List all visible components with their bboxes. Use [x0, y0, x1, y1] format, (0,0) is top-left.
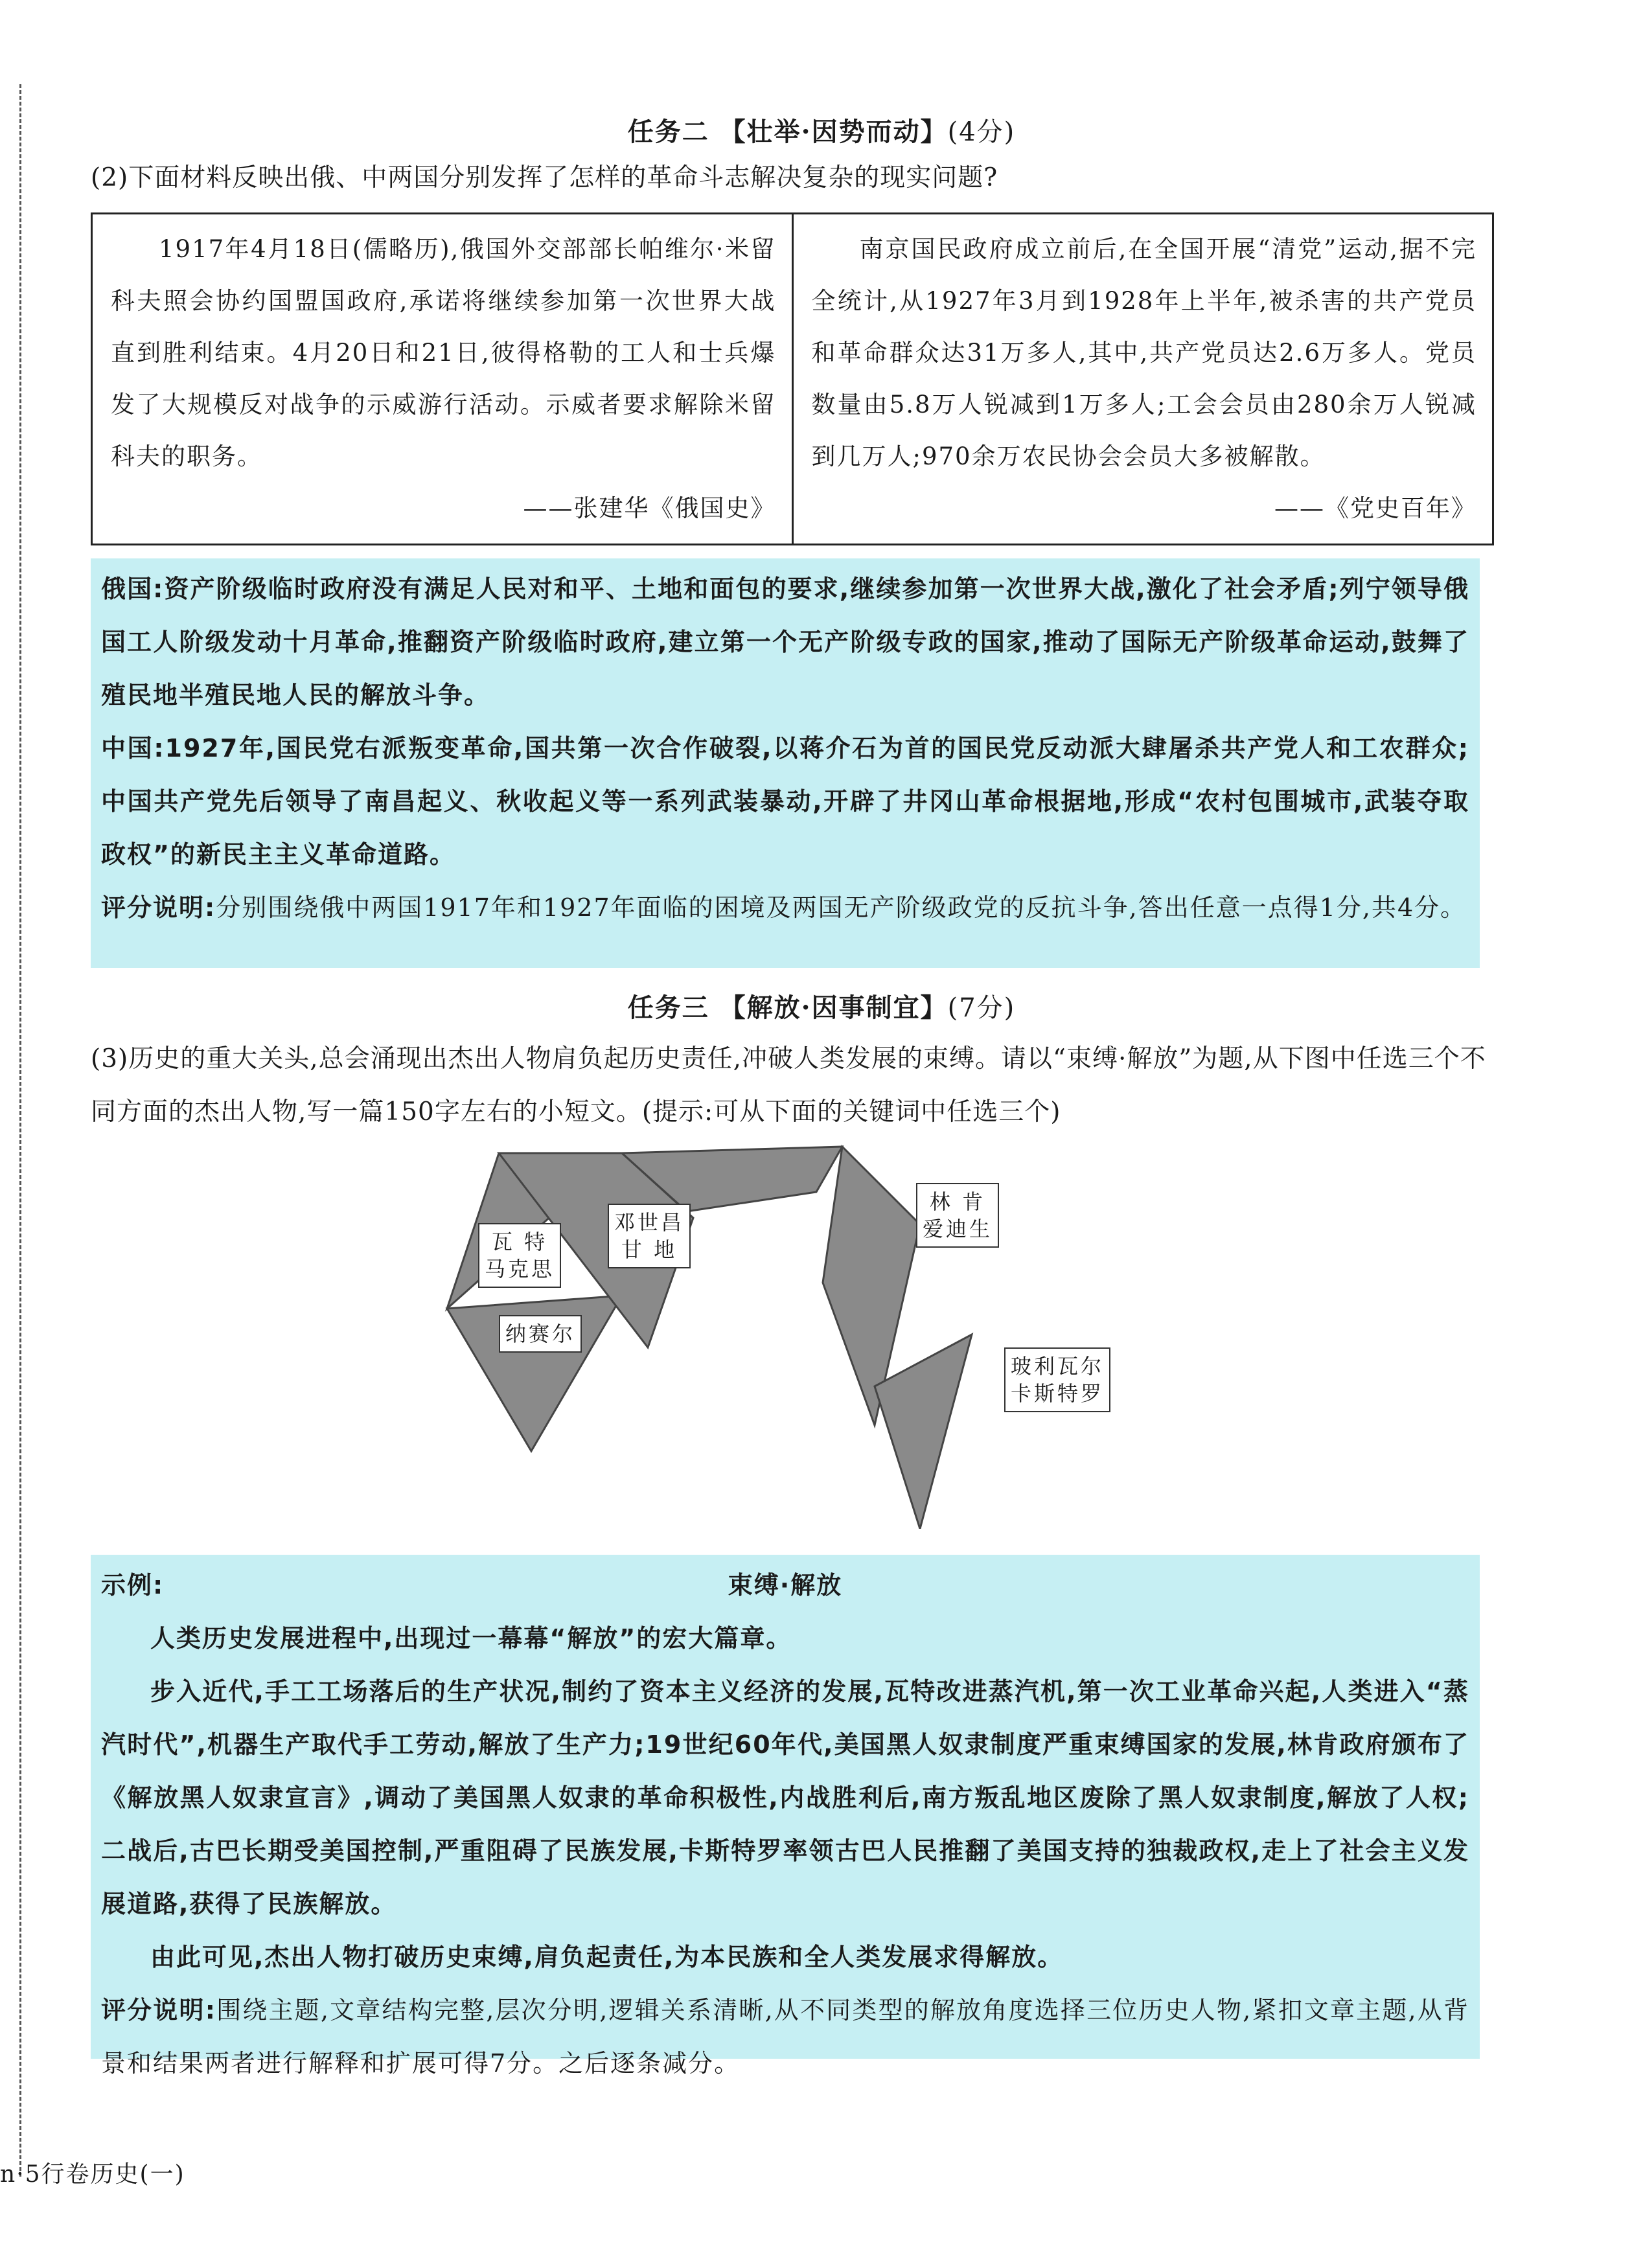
label-watt-marx [478, 1223, 561, 1288]
label-bolivar-castro [1004, 1347, 1110, 1412]
source-text-russia: 1917年4月18日(儒略历),俄国外交部部长帕维尔·米留科夫照会协约国盟国政府,承诺将继续参加第一次世界大战直到胜利结束。4月20日和21日,彼得格勒的工人和士兵爆发了大规模反对战争的示威游行活动。示威者要求解除米留科夫的职务。 [111, 235, 776, 470]
task3-title-text: 任务三 【解放·因事制宜】 [627, 992, 948, 1023]
example-label: 示例: [101, 1571, 165, 1599]
task2-title-text: 任务二 【壮举·因势而动】 [627, 117, 948, 147]
task2-note-text: 分别围绕俄中两国1917年和1927年面临的困境及两国无产阶级政党的反抗斗争,答出任意一点得1分,共4分。 [216, 893, 1467, 922]
label-deng-shichang: 邓世昌 [614, 1210, 685, 1235]
essay-title: 束缚·解放 [728, 1571, 843, 1599]
label-watt: 瓦 特 [491, 1230, 548, 1254]
task3-title [0, 987, 1643, 1024]
historical-figures-diagram [428, 1140, 1114, 1529]
task3-answer-box [91, 1555, 1480, 2078]
label-nasser [499, 1315, 582, 1353]
label-gandhi: 甘 地 [621, 1237, 678, 1262]
task2-note-label: 评分说明: [101, 893, 216, 922]
task3-note-text: 围绕主题,文章结构完整,层次分明,逻辑关系清晰,从不同类型的解放角度选择三位历史人物,紧扣文章主题,从背景和结果两者进行解释和扩展可得7分。之后逐条减分。 [101, 1996, 1469, 2078]
label-nasser-text: 纳赛尔 [505, 1322, 576, 1346]
source-material-russia [93, 214, 792, 544]
essay-paragraph-1: 人类历史发展进程中,出现过一幕幕“解放”的宏大篇章。 [150, 1624, 792, 1653]
task3-scoring-note [101, 1984, 1469, 2090]
citation-china: ——《党史百年》 [1274, 494, 1476, 522]
citation-russia: ——张建华《俄国史》 [523, 494, 776, 522]
page-footer: n·5行卷历史(一) [0, 2161, 185, 2188]
task2-answer-box [91, 558, 1480, 968]
label-edison: 爱迪生 [923, 1217, 993, 1241]
task3-score: (7分) [947, 993, 1016, 1023]
task2-scoring-note [101, 881, 1469, 934]
task2-question: (2)下面材料反映出俄、中两国分别发挥了怎样的革命斗志解决复杂的现实问题? [91, 163, 998, 192]
task3-note-label: 评分说明: [101, 1996, 216, 2024]
essay-paragraph-2: 步入近代,手工工场落后的生产状况,制约了资本主义经济的发展,瓦特改进蒸汽机,第一次工业革命兴起,人类进入“蒸汽时代”,机器生产取代手工劳动,解放了生产力;19世纪60年代,美国黑人奴隶制度严重束缚国家的发展,林肯政府颁布了《解放黑人奴隶宣言》,调动了美国黑人奴隶的革命积极性,内战胜利后,南方叛乱地区废除了黑人奴隶制度,解放了人权;二战后,古巴长期受美国控制,严重阻碍了民族发展,卡斯特罗率领古巴人民推翻了美国支持的独裁政权,走上了社会主义发展道路,获得了民族解放。 [101, 1677, 1469, 1918]
label-lincoln-edison [916, 1183, 999, 1248]
label-marx: 马克思 [485, 1257, 555, 1281]
answer-china: 中国:1927年,国民党右派叛变革命,国共第一次合作破裂,以蒋介石为首的国民党反动派大肆屠杀共产党人和工农群众;中国共产党先后领导了南昌起义、秋收起义等一系列武装暴动,开辟了井冈山革命根据地,形成“农村包围城市,武装夺取政权”的新民主主义革命道路。 [101, 734, 1469, 869]
answer-russia: 俄国:资产阶级临时政府没有满足人民对和平、土地和面包的要求,继续参加第一次世界大战,激化了社会矛盾;列宁领导俄国工人阶级发动十月革命,推翻资产阶级临时政府,建立第一个无产阶级专政的国家,推动了国际无产阶级革命运动,鼓舞了殖民地半殖民地人民的解放斗争。 [101, 575, 1469, 709]
binding-margin-line [19, 84, 21, 2177]
label-lincoln: 林 肯 [929, 1189, 986, 1214]
example-heading [101, 1559, 1469, 1612]
label-deng-gandhi [608, 1204, 691, 1268]
label-bolivar: 玻利瓦尔 [1011, 1354, 1105, 1379]
source-materials-table [91, 212, 1494, 545]
source-material-china [792, 214, 1493, 544]
source-text-china: 南京国民政府成立前后,在全国开展“清党”运动,据不完全统计,从1927年3月到1928年上半年,被杀害的共产党员和革命群众达31万多人,其中,共产党员达2.6万多人。党员数量由5.8万人锐减到1万多人;工会会员由280余万人锐减到几万人;970余万农民协会会员大多被解散。 [811, 235, 1476, 470]
essay-paragraph-3: 由此可见,杰出人物打破历史束缚,肩负起责任,为本民族和全人类发展求得解放。 [150, 1943, 1064, 1971]
label-castro: 卡斯特罗 [1011, 1381, 1105, 1406]
task2-title [0, 111, 1643, 148]
task3-question: (3)历史的重大关头,总会涌现出杰出人物肩负起历史责任,冲破人类发展的束缚。请以“束缚·解放”为题,从下图中任选三个不同方面的杰出人物,写一篇150字左右的小短文。(提示:可从下面的关键词中任选三个) [91, 1044, 1486, 1127]
task2-score: (4分) [947, 117, 1016, 147]
